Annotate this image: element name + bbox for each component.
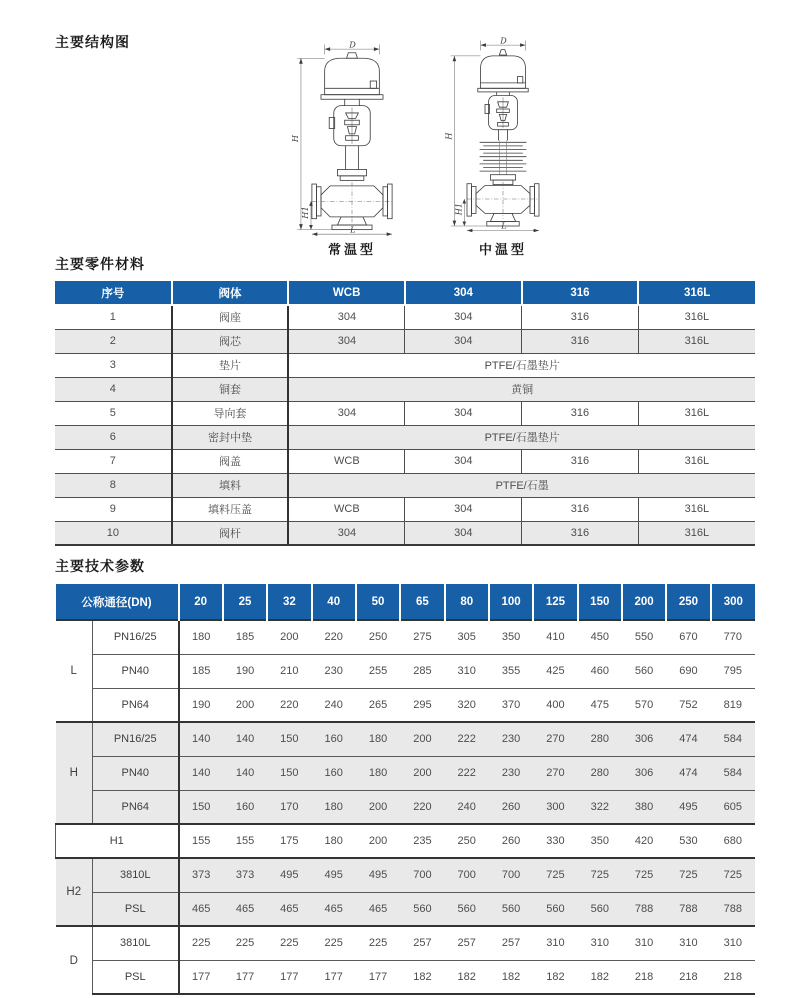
params-value: 495 <box>666 790 710 824</box>
materials-row <box>55 473 755 497</box>
materials-cell-value: 316 <box>522 401 639 425</box>
params-value: 450 <box>578 620 622 654</box>
materials-cell-value: 316L <box>638 449 755 473</box>
params-value: 270 <box>533 722 577 756</box>
params-value: 320 <box>445 688 489 722</box>
caption-medium-temp: 中温型 <box>478 242 527 257</box>
params-value: 218 <box>711 960 755 994</box>
params-value: 680 <box>711 824 755 858</box>
params-value: 770 <box>711 620 755 654</box>
params-value: 550 <box>622 620 666 654</box>
materials-cell-part: 垫片 <box>172 353 289 377</box>
params-value: 560 <box>622 654 666 688</box>
params-header-dn: 25 <box>223 584 267 620</box>
params-row <box>56 892 756 926</box>
params-value: 180 <box>356 722 400 756</box>
params-value: 240 <box>445 790 489 824</box>
params-value: 260 <box>489 790 533 824</box>
materials-cell-part: 铜套 <box>172 377 289 401</box>
params-value: 222 <box>445 722 489 756</box>
params-value: 230 <box>489 722 533 756</box>
params-value: 200 <box>400 756 444 790</box>
params-header-dn: 100 <box>489 584 533 620</box>
params-sub-label: PN64 <box>93 688 179 722</box>
params-group-label: L <box>56 620 93 722</box>
params-value: 725 <box>578 858 622 892</box>
materials-row <box>55 497 755 521</box>
section-title-materials: 主要零件材料 <box>55 256 145 272</box>
params-value: 788 <box>711 892 755 926</box>
params-value: 182 <box>400 960 444 994</box>
params-value: 310 <box>666 926 710 960</box>
params-value: 150 <box>267 722 311 756</box>
params-value: 190 <box>179 688 223 722</box>
params-table-body <box>56 620 756 994</box>
materials-cell-no: 10 <box>55 521 172 545</box>
materials-header-cell: 序号 <box>55 281 172 305</box>
params-value: 230 <box>312 654 356 688</box>
params-value: 220 <box>312 620 356 654</box>
params-sub-label: PN40 <box>93 654 179 688</box>
params-value: 150 <box>267 756 311 790</box>
params-value: 185 <box>223 620 267 654</box>
params-value: 160 <box>312 756 356 790</box>
params-sub-label: PN16/25 <box>93 722 179 756</box>
params-value: 200 <box>223 688 267 722</box>
materials-header-cell: 316L <box>638 281 755 305</box>
params-value: 220 <box>400 790 444 824</box>
materials-cell-value: 316L <box>638 497 755 521</box>
section-title-parameters: 主要技术参数 <box>55 558 145 574</box>
params-value: 400 <box>533 688 577 722</box>
params-sub-label: 3810L <box>93 858 179 892</box>
params-value: 160 <box>223 790 267 824</box>
params-row <box>56 926 756 960</box>
params-value: 225 <box>223 926 267 960</box>
materials-cell-no: 8 <box>55 473 172 497</box>
params-value: 190 <box>223 654 267 688</box>
params-group-label: H <box>56 722 93 824</box>
params-value: 465 <box>356 892 400 926</box>
params-value: 310 <box>578 926 622 960</box>
params-value: 725 <box>666 858 710 892</box>
caption-normal-temp: 常温型 <box>327 242 376 257</box>
params-value: 460 <box>578 654 622 688</box>
params-header-label: 公称通径(DN) <box>56 584 179 620</box>
params-value: 160 <box>312 722 356 756</box>
params-value: 230 <box>489 756 533 790</box>
materials-row <box>55 425 755 449</box>
params-value: 225 <box>179 926 223 960</box>
params-value: 560 <box>578 892 622 926</box>
params-value: 350 <box>489 620 533 654</box>
materials-cell-value: 304 <box>405 305 522 329</box>
params-value: 180 <box>356 756 400 790</box>
materials-cell-value: WCB <box>288 449 405 473</box>
materials-cell-value: 304 <box>405 521 522 545</box>
params-value: 140 <box>223 722 267 756</box>
params-header-dn: 40 <box>312 584 356 620</box>
materials-cell-value: 304 <box>288 305 405 329</box>
diagram-medium-temp <box>440 36 566 258</box>
params-value: 530 <box>666 824 710 858</box>
params-value: 295 <box>400 688 444 722</box>
params-value: 370 <box>489 688 533 722</box>
params-value: 310 <box>622 926 666 960</box>
params-header-dn: 125 <box>533 584 577 620</box>
params-value: 175 <box>267 824 311 858</box>
materials-cell-value: 304 <box>405 329 522 353</box>
materials-cell-value: 304 <box>288 521 405 545</box>
params-value: 250 <box>445 824 489 858</box>
materials-cell-no: 5 <box>55 401 172 425</box>
params-value: 584 <box>711 756 755 790</box>
params-value: 570 <box>622 688 666 722</box>
params-value: 257 <box>445 926 489 960</box>
params-header-dn: 250 <box>666 584 710 620</box>
params-value: 306 <box>622 722 666 756</box>
params-value: 280 <box>578 722 622 756</box>
params-value: 495 <box>312 858 356 892</box>
materials-cell-value: 316L <box>638 305 755 329</box>
params-value: 300 <box>533 790 577 824</box>
params-value: 310 <box>445 654 489 688</box>
dim-label-h2d: H <box>443 132 454 140</box>
params-value: 220 <box>267 688 311 722</box>
params-row <box>56 756 756 790</box>
materials-cell-value: 316 <box>522 329 639 353</box>
materials-header-cell: 阀体 <box>172 281 289 305</box>
params-value: 225 <box>267 926 311 960</box>
params-value: 177 <box>312 960 356 994</box>
params-sub-label: PN40 <box>93 756 179 790</box>
materials-header-cell: WCB <box>288 281 405 305</box>
params-header-dn: 32 <box>267 584 311 620</box>
materials-cell-no: 6 <box>55 425 172 449</box>
params-value: 465 <box>267 892 311 926</box>
materials-cell-value: 316 <box>522 521 639 545</box>
params-sub-label: PSL <box>93 892 179 926</box>
params-value: 560 <box>400 892 444 926</box>
params-value: 285 <box>400 654 444 688</box>
params-row <box>56 858 756 892</box>
params-value: 560 <box>533 892 577 926</box>
materials-header-cell: 316 <box>522 281 639 305</box>
materials-cell-no: 1 <box>55 305 172 329</box>
params-value: 155 <box>179 824 223 858</box>
params-value: 180 <box>312 790 356 824</box>
params-value: 182 <box>489 960 533 994</box>
params-value: 725 <box>622 858 666 892</box>
params-value: 465 <box>312 892 356 926</box>
materials-cell-value: 304 <box>405 401 522 425</box>
params-value: 495 <box>267 858 311 892</box>
params-value: 373 <box>223 858 267 892</box>
params-value: 150 <box>179 790 223 824</box>
params-value: 235 <box>400 824 444 858</box>
materials-cell-no: 4 <box>55 377 172 401</box>
params-value: 690 <box>666 654 710 688</box>
materials-cell-value: 316L <box>638 401 755 425</box>
params-value: 180 <box>179 620 223 654</box>
params-value: 560 <box>489 892 533 926</box>
params-value: 257 <box>489 926 533 960</box>
params-value: 795 <box>711 654 755 688</box>
materials-cell-value: 316 <box>522 305 639 329</box>
params-value: 495 <box>356 858 400 892</box>
params-value: 250 <box>356 620 400 654</box>
params-value: 210 <box>267 654 311 688</box>
params-value: 200 <box>356 824 400 858</box>
params-sub-label: PN64 <box>93 790 179 824</box>
materials-cell-value: 304 <box>405 497 522 521</box>
params-value: 182 <box>533 960 577 994</box>
params-header-row <box>56 584 756 620</box>
params-value: 222 <box>445 756 489 790</box>
params-header-dn: 200 <box>622 584 666 620</box>
materials-cell-no: 9 <box>55 497 172 521</box>
params-value: 725 <box>711 858 755 892</box>
materials-table-body <box>55 305 755 545</box>
params-value: 155 <box>223 824 267 858</box>
dim-label-d: D <box>349 40 356 50</box>
params-value: 140 <box>179 756 223 790</box>
params-value: 182 <box>578 960 622 994</box>
params-value: 584 <box>711 722 755 756</box>
materials-cell-value: 304 <box>288 401 405 425</box>
params-value: 465 <box>179 892 223 926</box>
params-value: 170 <box>267 790 311 824</box>
params-value: 322 <box>578 790 622 824</box>
params-value: 240 <box>312 688 356 722</box>
materials-cell-span: PTFE/石墨垫片 <box>288 353 755 377</box>
params-value: 265 <box>356 688 400 722</box>
params-value: 225 <box>312 926 356 960</box>
materials-table <box>55 281 755 546</box>
params-value: 725 <box>533 858 577 892</box>
params-value: 140 <box>179 722 223 756</box>
materials-row <box>55 305 755 329</box>
params-header-dn: 65 <box>400 584 444 620</box>
params-row <box>56 654 756 688</box>
params-header-dn: 80 <box>445 584 489 620</box>
materials-cell-no: 7 <box>55 449 172 473</box>
params-value: 465 <box>223 892 267 926</box>
materials-cell-span: PTFE/石墨 <box>288 473 755 497</box>
params-value: 200 <box>400 722 444 756</box>
params-value: 475 <box>578 688 622 722</box>
params-sub-label: 3810L <box>93 926 179 960</box>
params-value: 182 <box>445 960 489 994</box>
materials-cell-part: 填料压盖 <box>172 497 289 521</box>
params-row <box>56 960 756 994</box>
materials-cell-value: 316L <box>638 329 755 353</box>
structure-diagrams <box>284 36 566 258</box>
params-value: 788 <box>622 892 666 926</box>
params-value: 425 <box>533 654 577 688</box>
params-value: 310 <box>533 926 577 960</box>
params-value: 670 <box>666 620 710 654</box>
materials-cell-value: 304 <box>288 329 405 353</box>
params-group-label: D <box>56 926 93 994</box>
materials-cell-value: 316 <box>522 449 639 473</box>
params-value: 474 <box>666 756 710 790</box>
materials-cell-span: 黄铜 <box>288 377 755 401</box>
params-header-dn: 300 <box>711 584 755 620</box>
params-value: 410 <box>533 620 577 654</box>
materials-cell-part: 填料 <box>172 473 289 497</box>
params-row <box>56 790 756 824</box>
params-value: 380 <box>622 790 666 824</box>
materials-row <box>55 449 755 473</box>
params-value: 305 <box>445 620 489 654</box>
dim-label-h: H <box>290 134 301 143</box>
params-value: 474 <box>666 722 710 756</box>
materials-cell-part: 导向套 <box>172 401 289 425</box>
materials-cell-part: 密封中垫 <box>172 425 289 449</box>
valve-drawing-normal-temp-icon <box>284 40 420 236</box>
params-value: 788 <box>666 892 710 926</box>
params-value: 420 <box>622 824 666 858</box>
params-value: 177 <box>356 960 400 994</box>
params-value: 560 <box>445 892 489 926</box>
params-value: 373 <box>179 858 223 892</box>
params-value: 819 <box>711 688 755 722</box>
dim-label-d2: D <box>500 36 507 46</box>
params-value: 218 <box>622 960 666 994</box>
params-value: 257 <box>400 926 444 960</box>
params-value: 280 <box>578 756 622 790</box>
params-sub-label: H1 <box>56 824 179 858</box>
dim-label-h1: H1 <box>300 206 311 219</box>
materials-cell-value: 316 <box>522 497 639 521</box>
params-value: 140 <box>223 756 267 790</box>
params-value: 700 <box>445 858 489 892</box>
materials-row <box>55 521 755 545</box>
params-value: 225 <box>356 926 400 960</box>
materials-cell-no: 3 <box>55 353 172 377</box>
params-value: 700 <box>400 858 444 892</box>
params-value: 255 <box>356 654 400 688</box>
params-value: 185 <box>179 654 223 688</box>
params-value: 700 <box>489 858 533 892</box>
materials-cell-part: 阀座 <box>172 305 289 329</box>
params-header-dn: 150 <box>578 584 622 620</box>
materials-row <box>55 329 755 353</box>
params-value: 752 <box>666 688 710 722</box>
materials-cell-part: 阀盖 <box>172 449 289 473</box>
materials-cell-part: 阀杆 <box>172 521 289 545</box>
params-value: 180 <box>312 824 356 858</box>
params-table <box>55 584 755 995</box>
params-row <box>56 620 756 654</box>
params-value: 355 <box>489 654 533 688</box>
materials-cell-span: PTFE/石墨垫片 <box>288 425 755 449</box>
materials-row <box>55 377 755 401</box>
params-value: 177 <box>223 960 267 994</box>
materials-cell-value: 316L <box>638 521 755 545</box>
params-value: 275 <box>400 620 444 654</box>
materials-cell-value: WCB <box>288 497 405 521</box>
params-header-dn: 50 <box>356 584 400 620</box>
params-header-dn: 20 <box>179 584 223 620</box>
materials-row <box>55 401 755 425</box>
materials-header-row <box>55 281 755 305</box>
params-sub-label: PSL <box>93 960 179 994</box>
params-value: 310 <box>711 926 755 960</box>
params-value: 218 <box>666 960 710 994</box>
params-value: 177 <box>179 960 223 994</box>
materials-cell-value: 304 <box>405 449 522 473</box>
params-row <box>56 688 756 722</box>
params-value: 605 <box>711 790 755 824</box>
params-value: 177 <box>267 960 311 994</box>
params-value: 350 <box>578 824 622 858</box>
materials-cell-no: 2 <box>55 329 172 353</box>
params-value: 200 <box>356 790 400 824</box>
params-row <box>56 824 756 858</box>
dim-label-l: L <box>350 224 356 235</box>
section-title-structure: 主要结构图 <box>55 34 130 50</box>
params-value: 330 <box>533 824 577 858</box>
params-value: 306 <box>622 756 666 790</box>
params-group-label: H2 <box>56 858 93 926</box>
materials-row <box>55 353 755 377</box>
dim-label-l2: L <box>501 220 507 231</box>
dim-label-h1b: H1 <box>453 203 464 216</box>
params-value: 260 <box>489 824 533 858</box>
params-value: 270 <box>533 756 577 790</box>
params-sub-label: PN16/25 <box>93 620 179 654</box>
valve-drawing-medium-temp-icon <box>440 36 566 236</box>
params-row <box>56 722 756 756</box>
diagram-normal-temp <box>284 40 420 258</box>
params-value: 200 <box>267 620 311 654</box>
materials-cell-part: 阀芯 <box>172 329 289 353</box>
materials-header-cell: 304 <box>405 281 522 305</box>
